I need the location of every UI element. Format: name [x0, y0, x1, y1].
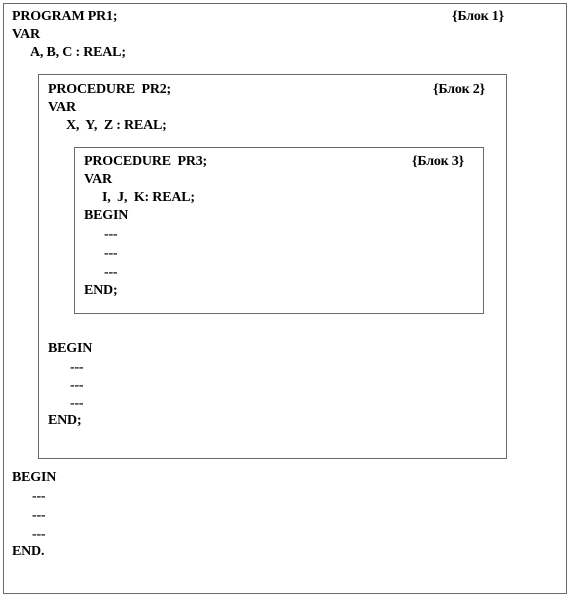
procedure-3-header: PROCEDURE PR3;: [84, 154, 207, 169]
procedure-2-body-line: ---: [70, 360, 84, 375]
procedure-3-body-line: ---: [104, 227, 118, 242]
procedure-3-end: END;: [84, 283, 118, 298]
procedure-3-begin: BEGIN: [84, 208, 129, 223]
block-3-procedure-frame: [74, 147, 484, 314]
procedure-3-var-keyword: VAR: [84, 172, 112, 187]
procedure-2-end: END;: [48, 413, 82, 428]
program-end: END.: [12, 544, 45, 559]
procedure-3-var-declaration: I, J, K: REAL;: [102, 190, 195, 205]
program-body-line: ---: [32, 527, 46, 542]
procedure-2-var-declaration: X, Y, Z : REAL;: [66, 118, 167, 133]
program-var-declaration: A, B, C : REAL;: [30, 45, 126, 60]
procedure-2-body-line: ---: [70, 396, 84, 411]
procedure-2-header: PROCEDURE PR2;: [48, 82, 171, 97]
block-3-label: {Блок 3}: [412, 154, 464, 169]
program-var-keyword: VAR: [12, 27, 40, 42]
program-body-line: ---: [32, 508, 46, 523]
procedure-3-body-line: ---: [104, 246, 118, 261]
procedure-2-body-line: ---: [70, 378, 84, 393]
block-1-label: {Блок 1}: [452, 9, 504, 24]
procedure-2-begin: BEGIN: [48, 341, 93, 356]
block-2-label: {Блок 2}: [433, 82, 485, 97]
procedure-2-var-keyword: VAR: [48, 100, 76, 115]
program-begin: BEGIN: [12, 470, 57, 485]
program-header: PROGRAM PR1;: [12, 9, 118, 24]
procedure-3-body-line: ---: [104, 265, 118, 280]
program-body-line: ---: [32, 489, 46, 504]
